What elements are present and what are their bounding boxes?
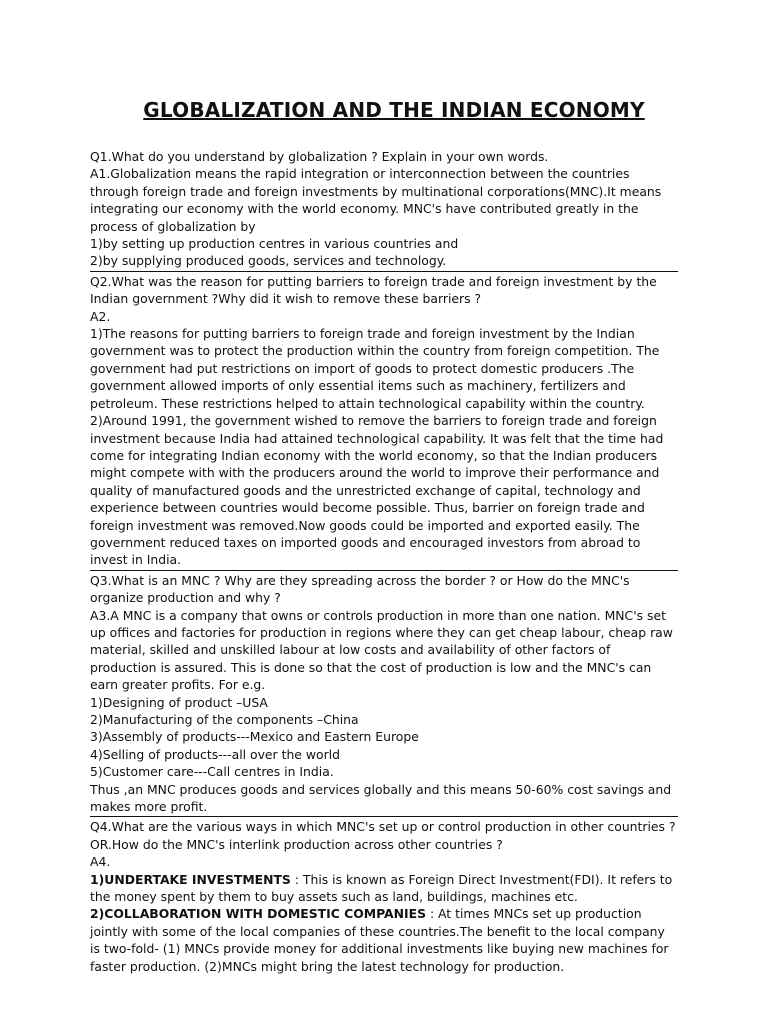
q1-answer: A1.Globalization means the rapid integration or interconnection between the countries through foreign trade and foreign investments by multinational corporations(MNC).It means integrating our economy with the world economy. MNC's have contributed greatly in the process of globalization by xyxy=(90,166,662,234)
q3-conclusion: Thus ,an MNC produces goods and services globally and this means 50-60% cost savings and makes more profit. xyxy=(90,781,672,815)
q4-answer-label: A4. xyxy=(90,854,111,870)
q2-question: Q2.What was the reason for putting barriers to foreign trade and foreign investment by the Indian government ?Why did it wish to remove these barriers ? xyxy=(90,273,657,307)
q1-point-2: 2)by supplying produced goods, services and technology. xyxy=(90,253,447,269)
q3-point: 4)Selling of products---all over the world xyxy=(90,746,340,762)
q1-section xyxy=(90,148,678,272)
q2-answer-label: A2. xyxy=(90,308,111,324)
q3-point: 3)Assembly of products---Mexico and Eastern Europe xyxy=(90,729,419,745)
q4-section xyxy=(90,818,678,976)
q3-point: 2)Manufacturing of the components –China xyxy=(90,712,359,727)
q4-item-1-heading: 1)UNDERTAKE INVESTMENTS xyxy=(90,871,291,887)
q4-item-2 xyxy=(90,905,678,975)
q4-item-1 xyxy=(90,871,678,906)
q1-point-1: 1)by setting up production centres in various countries and xyxy=(90,236,459,252)
q4-item-2-text: : At times MNCs set up production jointly with some of the local companies of these countries.The benefit to the local company is two-fold- (1) MNCs provide money for additional investments like buying new machines for faster production. (2)MNCs might bring the latest technology for production. xyxy=(90,906,669,974)
document-page xyxy=(90,96,678,977)
q4-item-1-text: : This is known as Foreign Direct Investment(FDI). It refers to the money spent by them to buy assets such as land, buildings, machines etc. xyxy=(90,871,673,905)
q3-point: 5)Customer care---Call centres in India. xyxy=(90,764,334,780)
q2-paragraph-2: 2)Around 1991, the government wished to remove the barriers to foreign trade and foreign investment because India had attained technological capability. It was felt that the time had come for integrating Indian economy with the world economy, so that the Indian producers might compete with with the producers around the world to improve their performance and quality of manufactured goods and the unrestricted exchange of capital, technology and experience between countries would become possible. Thus, barrier on foreign trade and foreign investment was removed.Now goods could be imported and exported easily. The government reduced taxes on imported goods and encouraged investors from abroad to invest in India. xyxy=(90,413,664,568)
q2-paragraph-1: 1)The reasons for putting barriers to foreign trade and foreign investment by the Indian government was to protect the production within the country from foreign competition. The government had put restrictions on import of goods to protect domestic producers .The government allowed imports of only essential items such as machinery, fertilizers and petroleum. These restrictions helped to attain technological capability within the country. xyxy=(90,326,660,411)
q1-question: Q1.What do you understand by globalization ? Explain in your own words. xyxy=(90,149,549,164)
q4-item-2-heading: 2)COLLABORATION WITH DOMESTIC COMPANIES xyxy=(90,906,426,922)
q2-section xyxy=(90,273,678,571)
q3-question: Q3.What is an MNC ? Why are they spreading across the border ? or How do the MNC's organize production and why ? xyxy=(90,572,630,606)
page-title: GLOBALIZATION AND THE INDIAN ECONOMY xyxy=(143,98,645,122)
q4-question: Q4.What are the various ways in which MNC's set up or control production in other countries ? OR.How do the MNC's interlink production across other countries ? xyxy=(90,819,676,852)
q3-answer: A3.A MNC is a company that owns or controls production in more than one nation. MNC's set up offices and factories for production in regions where they can get cheap labour, cheap raw material, skilled and unskilled labour at low costs and availability of other factors of production is assured. This is done so that the cost of production is low and the MNC's can earn greater profits. For e.g. xyxy=(90,607,673,693)
q3-point: 1)Designing of product –USA xyxy=(90,694,268,710)
q3-section xyxy=(90,572,678,818)
